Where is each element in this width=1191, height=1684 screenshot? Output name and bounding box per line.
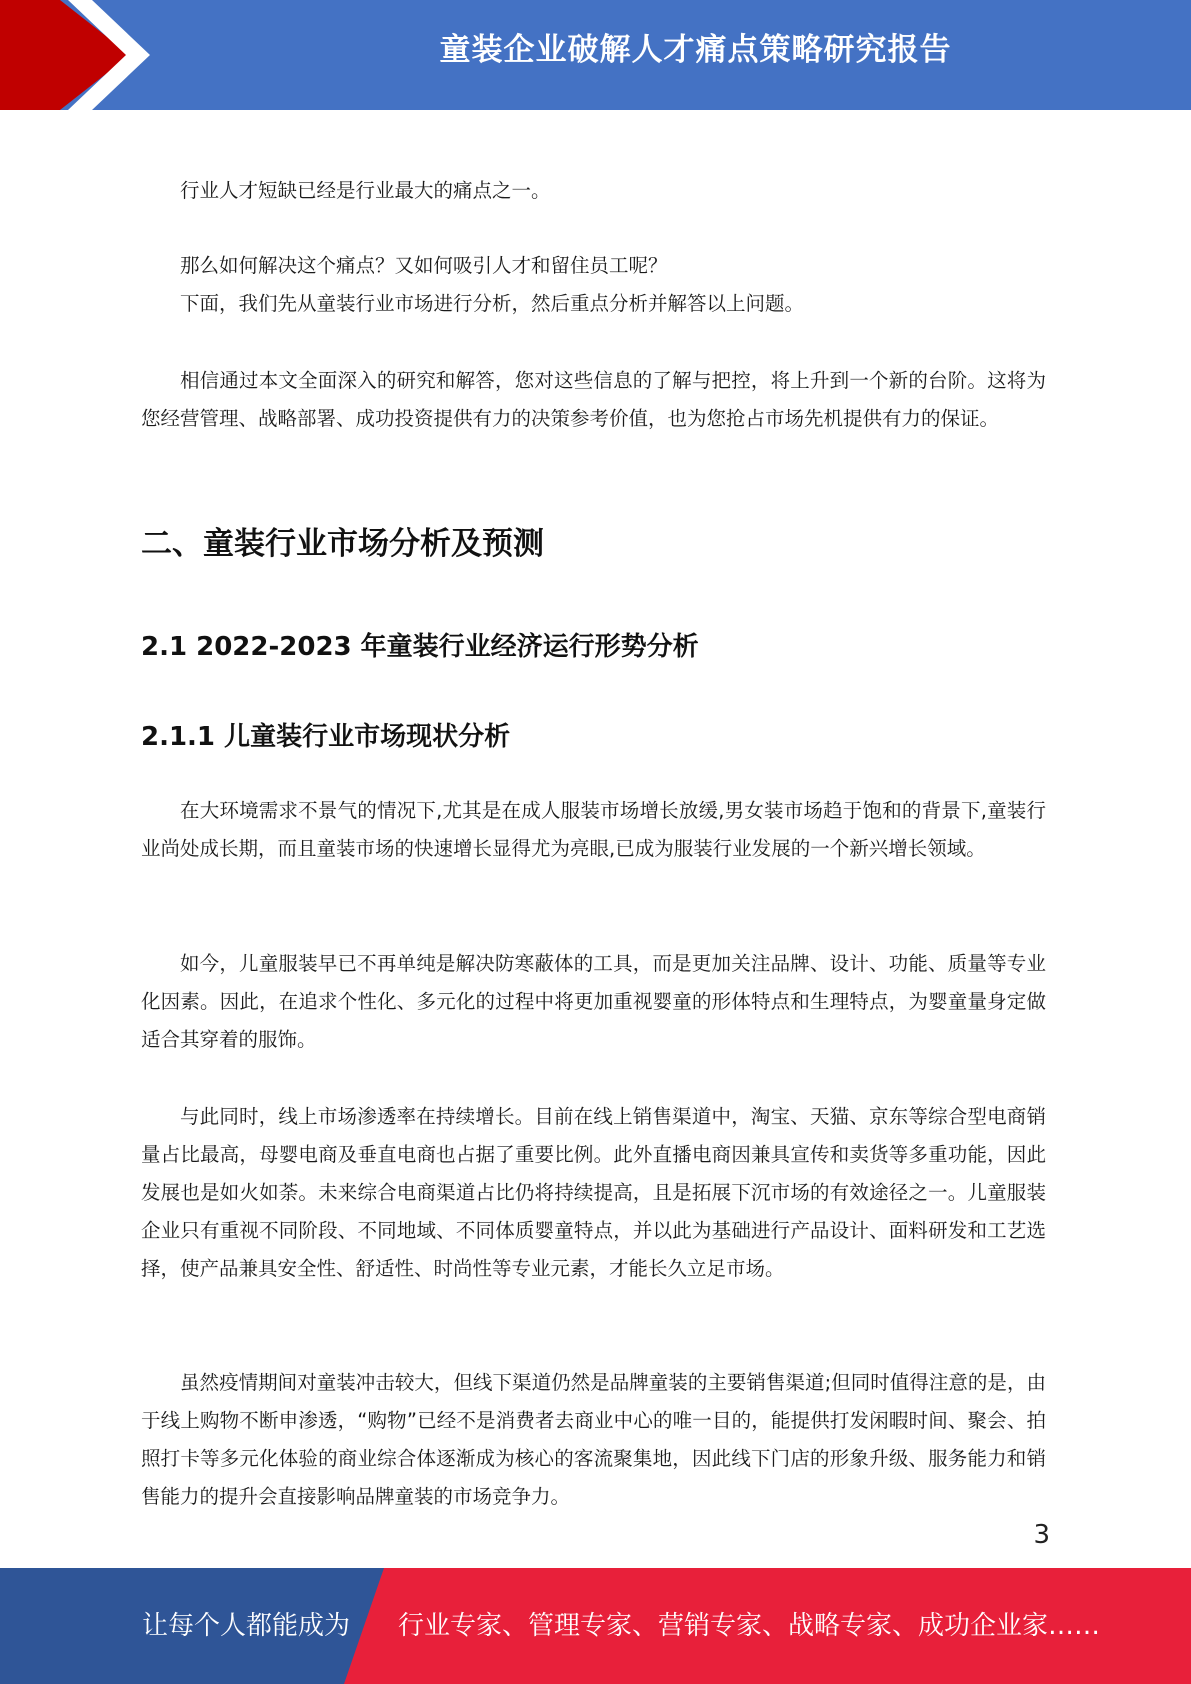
paragraph-online-channels: 与此同时，线上市场渗透率在持续增长。目前在线上销售渠道中，淘宝、天猫、京东等综合型电商销量占比最高，母婴电商及垂直电商也占据了重要比例。此外直播电商因兼具宣传和卖货等多重功能，因此发展也是如火如荼。未来综合电商渠道占比仍将持续提高，且是拓展下沉市场的有效途径之一。儿童服装企业只有重视不同阶段、不同地域、不同体质婴童特点，并以此为基础进行产品设计、面料研发和工艺选择，使产品兼具安全性、舒适性、时尚性等专业元素，才能长久立足市场。: [141, 1105, 1046, 1280]
header-banner: [0, 0, 1191, 110]
subsection-heading-2-1: 2.1 2022-2023 年童装行业经济运行形势分析: [141, 632, 699, 662]
paragraph-value: 相信通过本文全面深入的研究和解答，您对这些信息的了解与把控，将上升到一个新的台阶。这将为您经营管理、战略部署、成功投资提供有力的决策参考价值，也为您抢占市场先机提供有力的保证。: [141, 369, 1046, 430]
paragraph-market-growth: 在大环境需求不景气的情况下,尤其是在成人服装市场增长放缓,男女装市场趋于饱和的背景下,童装行业尚处成长期，而且童装市场的快速增长显得尤为亮眼,已成为服装行业发展的一个新兴增长领域。: [141, 799, 1046, 860]
paragraph-question: 那么如何解决这个痛点？又如何吸引人才和留住员工呢？: [180, 254, 668, 277]
footer-banner: [0, 1568, 1191, 1684]
section-heading: 二、童装行业市场分析及预测: [141, 526, 544, 562]
report-title: 童装企业破解人才痛点策略研究报告: [439, 32, 952, 68]
header-arrow-decoration: [0, 0, 200, 110]
footer-slogan-right: 行业专家、管理专家、营销专家、战略专家、成功企业家……: [398, 1611, 1101, 1641]
paragraph-talent-shortage: 行业人才短缺已经是行业最大的痛点之一。: [180, 179, 551, 202]
paragraph-offline-channels: 虽然疫情期间对童装冲击较大，但线下渠道仍然是品牌童装的主要销售渠道;但同时值得注意的是，由于线上购物不断申渗透，“购物”已经不是消费者去商业中心的唯一目的，能提供打发闲暇时间、聚会、拍照打卡等多元化体验的商业综合体逐渐成为核心的客流聚集地，因此线下门店的形象升级、服务能力和销售能力的提升会直接影响品牌童装的市场竞争力。: [141, 1371, 1046, 1508]
paragraph-outline: 下面，我们先从童装行业市场进行分析，然后重点分析并解答以上问题。: [180, 292, 805, 315]
footer-slogan-left: 让每个人都能成为: [142, 1611, 351, 1641]
paragraph-professional-factors: 如今，儿童服装早已不再单纯是解决防寒蔽体的工具，而是更加关注品牌、设计、功能、质量等专业化因素。因此，在追求个性化、多元化的过程中将更加重视婴童的形体特点和生理特点，为婴童量身定做适合其穿着的服饰。: [141, 952, 1046, 1051]
page-number: 3: [1033, 1520, 1050, 1550]
subsection-heading-2-1-1: 2.1.1 儿童装行业市场现状分析: [141, 722, 511, 752]
